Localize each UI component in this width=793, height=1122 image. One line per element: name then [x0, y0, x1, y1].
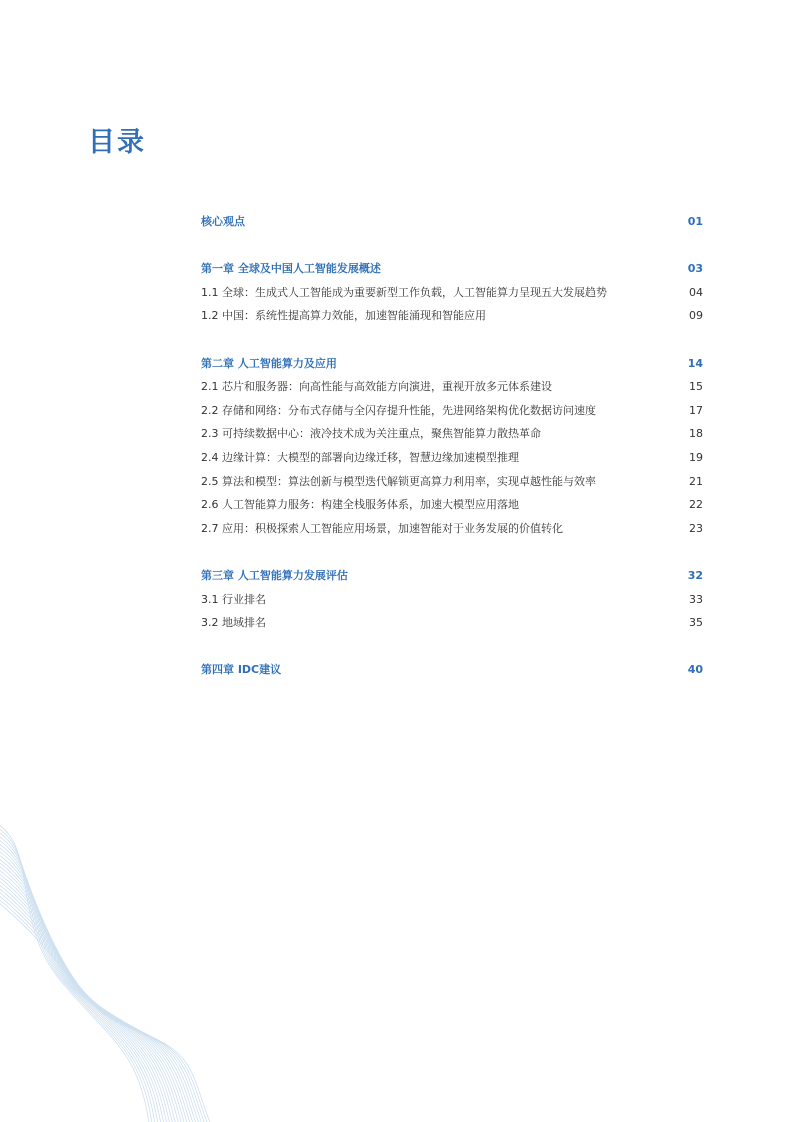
toc-entry-page-number: 21	[689, 474, 703, 488]
toc-spacer	[201, 234, 703, 258]
toc-entry-page-number: 14	[687, 356, 703, 370]
toc-entry-page-number: 01	[687, 215, 703, 228]
toc-section-entry[interactable]	[201, 611, 703, 635]
toc-entry-title: 第一章 全球及中国人工智能发展概述	[201, 262, 381, 276]
toc-entry-page-number: 04	[689, 285, 703, 299]
wave-line	[0, 874, 195, 1122]
toc-chapter-entry[interactable]	[201, 257, 703, 281]
toc-entry-title: 2.4 边缘计算：大模型的部署向边缘迁移，智慧边缘加速模型推理	[201, 450, 519, 464]
toc-entry-title: 2.5 算法和模型：算法创新与模型迭代解锁更高算力利用率，实现卓越性能与效率	[201, 474, 596, 488]
toc-chapter-entry[interactable]	[201, 658, 703, 682]
toc-section-entry[interactable]	[201, 588, 703, 612]
toc-section-entry[interactable]	[201, 446, 703, 470]
toc-section-entry[interactable]	[201, 304, 703, 328]
table-of-contents	[201, 210, 703, 682]
toc-entry-page-number: 35	[689, 616, 703, 630]
toc-entry-title: 核心观点	[201, 215, 245, 228]
toc-entry-page-number: 19	[689, 450, 703, 464]
toc-entry-page-number: 33	[689, 592, 703, 606]
toc-spacer	[201, 328, 703, 352]
toc-section-entry[interactable]	[201, 470, 703, 494]
toc-entry-page-number: 32	[687, 568, 703, 582]
toc-section-entry[interactable]	[201, 399, 703, 423]
toc-spacer	[201, 635, 703, 659]
toc-entry-page-number: 03	[687, 262, 703, 276]
toc-entry-page-number: 40	[687, 663, 703, 677]
page-title: 目录	[88, 127, 146, 158]
toc-entry-page-number: 23	[689, 521, 703, 535]
wave-line	[0, 842, 168, 1122]
toc-entry-title: 第二章 人工智能算力及应用	[201, 356, 337, 370]
toc-section-entry[interactable]	[201, 281, 703, 305]
toc-entry-page-number: 17	[689, 403, 703, 417]
toc-entry-title: 1.2 中国：系统性提高算力效能，加速智能涌现和智能应用	[201, 309, 486, 323]
toc-entry-title: 2.3 可持续数据中心：液冷技术成为关注重点，聚焦智能算力散热革命	[201, 427, 541, 441]
wave-line	[0, 820, 150, 1122]
toc-entry-title: 2.2 存储和网络：分布式存储与全闪存提升性能，先进网络架构优化数据访问速度	[201, 403, 596, 417]
wave-line	[0, 878, 198, 1122]
toc-entry-title: 1.1 全球：生成式人工智能成为重要新型工作负载，人工智能算力呈现五大发展趋势	[201, 285, 607, 299]
toc-chapter-entry[interactable]	[201, 564, 703, 588]
toc-entry-title: 3.1 行业排名	[201, 592, 266, 606]
toc-entry-title: 第四章 IDC建议	[201, 663, 282, 677]
toc-entry-page-number: 15	[689, 380, 703, 394]
toc-entry-title: 2.6 人工智能算力服务：构建全栈服务体系，加速大模型应用落地	[201, 498, 519, 512]
toc-chapter-entry[interactable]	[201, 210, 703, 234]
toc-entry-page-number: 09	[689, 309, 703, 323]
toc-section-entry[interactable]	[201, 493, 703, 517]
toc-entry-title: 2.7 应用：积极探索人工智能应用场景，加速智能对于业务发展的价值转化	[201, 521, 563, 535]
toc-entry-title: 3.2 地域排名	[201, 616, 266, 630]
toc-spacer	[201, 540, 703, 564]
toc-section-entry[interactable]	[201, 422, 703, 446]
toc-entry-page-number: 18	[689, 427, 703, 441]
toc-entry-page-number: 22	[689, 498, 703, 512]
wave-line	[0, 881, 201, 1122]
toc-chapter-entry[interactable]	[201, 352, 703, 376]
toc-section-entry[interactable]	[201, 517, 703, 541]
toc-entry-title: 第三章 人工智能算力发展评估	[201, 568, 348, 582]
toc-entry-title: 2.1 芯片和服务器：向高性能与高效能方向演进，重视开放多元体系建设	[201, 380, 552, 394]
decorative-wave-lines	[0, 800, 300, 1122]
toc-section-entry[interactable]	[201, 375, 703, 399]
